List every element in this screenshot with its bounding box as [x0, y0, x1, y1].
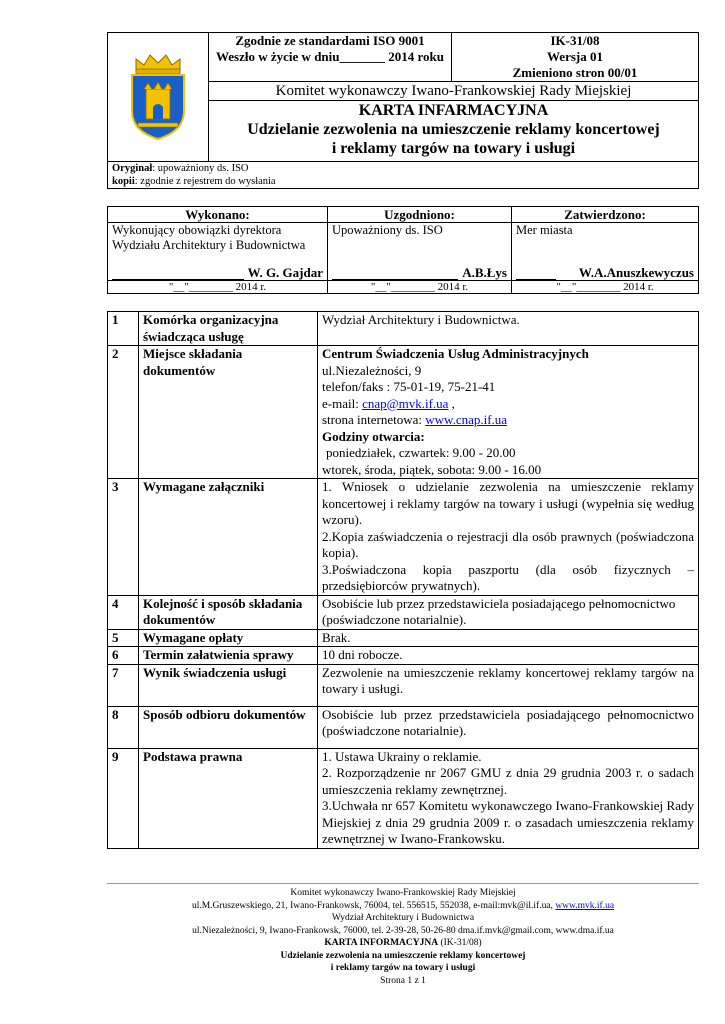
- row-label: Miejsce składania dokumentów: [139, 346, 318, 479]
- email-tail: ,: [448, 395, 455, 411]
- row-value: Osobiście lub przez przedstawiciela posiadającego pełnomocnictwo (poświadczone notarialnie).: [318, 595, 699, 629]
- opening-hours-heading: Godziny otwarcia:: [322, 428, 425, 444]
- www-label: strona internetowa:: [322, 412, 426, 427]
- copies-text: : zgodnie z rejestrem do wysłania: [134, 176, 276, 187]
- page-footer: [107, 883, 699, 987]
- approved-date: "__"________ 2014 r.: [512, 281, 699, 294]
- opening-hours-1: poniedziałek, czwartek: 9.00 - 20.00: [326, 445, 516, 460]
- footer-line-7: i reklamy targów na towary i usługi: [330, 963, 476, 973]
- approval-head-approved: Zatwierdzono:: [512, 207, 699, 223]
- attachment-3: 3.Poświadczona kopia paszportu (dla osób fizycznych – przedsiębiorców prywatnych).: [322, 561, 694, 593]
- row-value: [318, 479, 699, 596]
- approval-agreed-cell: [328, 223, 512, 281]
- attachment-2: 2.Kopia zaświadczenia o rejestracji dla osób prawnych (poświadczona kopia).: [322, 528, 694, 560]
- table-row: [108, 595, 699, 629]
- approval-head-agreed: Uzgodniono:: [328, 207, 512, 223]
- legal-basis-1: 1. Ustawa Ukrainy o reklamie.: [322, 748, 482, 764]
- executed-name: W. G. Gajdar: [247, 265, 323, 280]
- table-row: [108, 664, 699, 706]
- row-value: Brak.: [318, 629, 699, 647]
- executed-role-2: Wydziału Architektury i Budownictwa: [112, 238, 306, 252]
- service-center-name: Centrum Świadczenia Usług Administracyjnych: [322, 346, 589, 361]
- table-row: [108, 748, 699, 848]
- original-line: [112, 162, 694, 175]
- footer-address: ul.M.Gruszewskiego, 21, Iwano-Frankowsk, 76004, tel. 556515, 552038, e-mail:mvk@il.if.ua,: [191, 900, 556, 911]
- row-value: 10 dni robocze.: [318, 647, 699, 665]
- info-table: [107, 311, 699, 849]
- document-code-cell: [452, 33, 699, 82]
- row-label: Wymagane załączniki: [139, 479, 318, 596]
- table-row: [108, 629, 699, 647]
- email-link[interactable]: cnap@mvk.if.ua: [362, 395, 449, 411]
- card-subtitle-1: Udzielanie zezwolenia na umieszczenie reklamy koncertowej: [247, 121, 660, 138]
- row-number: 8: [108, 706, 139, 748]
- service-center-phone: telefon/faks : 75-01-19, 75-21-41: [322, 379, 496, 394]
- table-row: [108, 312, 699, 346]
- row-label: Wymagane opłaty: [139, 629, 318, 647]
- agreed-date: "__"________ 2014 r.: [328, 281, 512, 294]
- table-row: [108, 706, 699, 748]
- service-center-email-line: [322, 396, 694, 413]
- footer-line-1: Komitet wykonawczy Iwano-Frankowskiej Rady Miejskiej: [290, 888, 516, 898]
- row-label: Termin załatwienia sprawy: [139, 647, 318, 665]
- header-table: [107, 32, 699, 189]
- legal-basis-3: 3.Uchwała nr 657 Komitetu wykonawczego Iwano-Frankowskiej Rady Miejskiej z dnia 29 grudnia 2009 r. o zasadach umieszczenia reklamy zewnętrznej w Iwano-Frankowsku.: [322, 798, 694, 846]
- executed-date: "__"________ 2014 r.: [108, 281, 328, 294]
- row-number: 4: [108, 595, 139, 629]
- copies-line: [112, 175, 694, 188]
- executed-role-1: Wykonujący obowiązki dyrektora: [112, 223, 282, 237]
- original-text: : upoważniony ds. ISO: [152, 163, 249, 174]
- pages-changed: Zmieniono stron 00/01: [512, 65, 638, 80]
- row-label: Wynik świadczenia usługi: [139, 664, 318, 706]
- document-version: Wersja 01: [547, 49, 603, 64]
- approval-approved-cell: [512, 223, 699, 281]
- row-number: 3: [108, 479, 139, 596]
- card-title-cell: [209, 101, 699, 162]
- footer-card-code: (IK-31/08): [438, 938, 482, 948]
- approved-name: W.A.Anuszkewyczus: [578, 265, 694, 280]
- opening-hours-2: wtorek, środa, piątek, sobota: 9.00 - 16.00: [322, 461, 542, 477]
- legal-basis-2: 2. Rozporządzenie nr 2067 GMU z dnia 29 grudnia 2003 r. o sadach umieszczenia reklamy zewnętrznej.: [322, 765, 694, 797]
- iso-line-1: Zgodnie ze standardami ISO 9001: [235, 33, 425, 48]
- card-title: KARTA INFARMACYJNA: [358, 102, 549, 119]
- agreed-signature: [332, 265, 507, 280]
- table-row: [108, 479, 699, 596]
- footer-line-3: Wydział Architektury i Budownictwa: [331, 913, 475, 923]
- table-row: [108, 346, 699, 479]
- website-link[interactable]: www.cnap.if.ua: [425, 412, 508, 427]
- copies-label: kopii: [112, 176, 135, 187]
- row-value: Osobiście lub przez przedstawiciela posiadającego pełnomocnictwo (poświadczone notarialnie).: [318, 706, 699, 748]
- row-number: 6: [108, 647, 139, 665]
- row-number: 9: [108, 748, 139, 848]
- row-label: Komórka organizacyjna świadcząca usługę: [139, 312, 318, 346]
- card-subtitle-2: i reklamy targów na towary i usługi: [331, 140, 576, 157]
- committee-name: Komitet wykonawczy Iwano-Frankowskiej Rady Miejskiej: [209, 82, 699, 101]
- city-coat-of-arms: [108, 33, 209, 162]
- row-label: Kolejność i sposób składania dokumentów: [139, 595, 318, 629]
- row-label: Sposób odbioru dokumentów: [139, 706, 318, 748]
- row-value: Zezwolenie na umieszczenie reklamy koncertowej reklamy targów na towary i usługi.: [318, 664, 699, 706]
- row-value: Wydział Architektury i Budownictwa.: [318, 312, 699, 346]
- row-number: 1: [108, 312, 139, 346]
- distribution-cell: [108, 162, 699, 189]
- approval-executed-cell: [108, 223, 328, 281]
- row-number: 2: [108, 346, 139, 479]
- original-label: Oryginał: [112, 163, 153, 174]
- page-number: Strona 1 z 1: [380, 975, 426, 986]
- approved-signature: [516, 265, 694, 280]
- approved-role: Mer miasta: [516, 223, 573, 237]
- table-row: [108, 647, 699, 665]
- iso-cell: [209, 33, 452, 82]
- approvals-table: [107, 206, 699, 294]
- iso-line-2: Weszło w życie w dniu_______ 2014 roku: [216, 49, 444, 64]
- row-value: [318, 748, 699, 848]
- agreed-role: Upoważniony ds. ISO: [332, 223, 443, 237]
- executed-signature: [112, 265, 323, 280]
- row-number: 7: [108, 664, 139, 706]
- footer-card-title: KARTA INFORMACYJNA: [324, 938, 439, 948]
- agreed-name: A.B.Łys: [462, 265, 507, 280]
- footer-website-link[interactable]: www.mvk.if.ua: [555, 900, 615, 911]
- footer-line-5: [107, 937, 699, 950]
- attachment-1: 1. Wniosek o udzielanie zezwolenia na umieszczenie reklamy koncertowej i reklamy targów na towary i usługi (wypełnia się według wzoru).: [322, 479, 694, 527]
- service-center-address: ul.Niezależności, 9: [322, 362, 422, 378]
- coat-of-arms-icon: [126, 49, 190, 141]
- footer-line-2: [107, 900, 699, 913]
- email-label: e-mail:: [322, 395, 363, 411]
- row-label: Podstawa prawna: [139, 748, 318, 848]
- footer-line-4: ul.Niezależności, 9, Iwano-Frankowsk, 76000, tel. 2-39-28, 50-26-80 dma.if.mvk@gmail.com, www.dma.if.ua: [192, 925, 614, 936]
- approval-head-executed: Wykonano:: [108, 207, 328, 223]
- service-center-www-line: [322, 412, 694, 429]
- row-number: 5: [108, 629, 139, 647]
- document-code: IK-31/08: [550, 33, 600, 48]
- footer-line-6: Udzielanie zezwolenia na umieszczenie reklamy koncertowej: [280, 950, 526, 961]
- row-value: [318, 346, 699, 479]
